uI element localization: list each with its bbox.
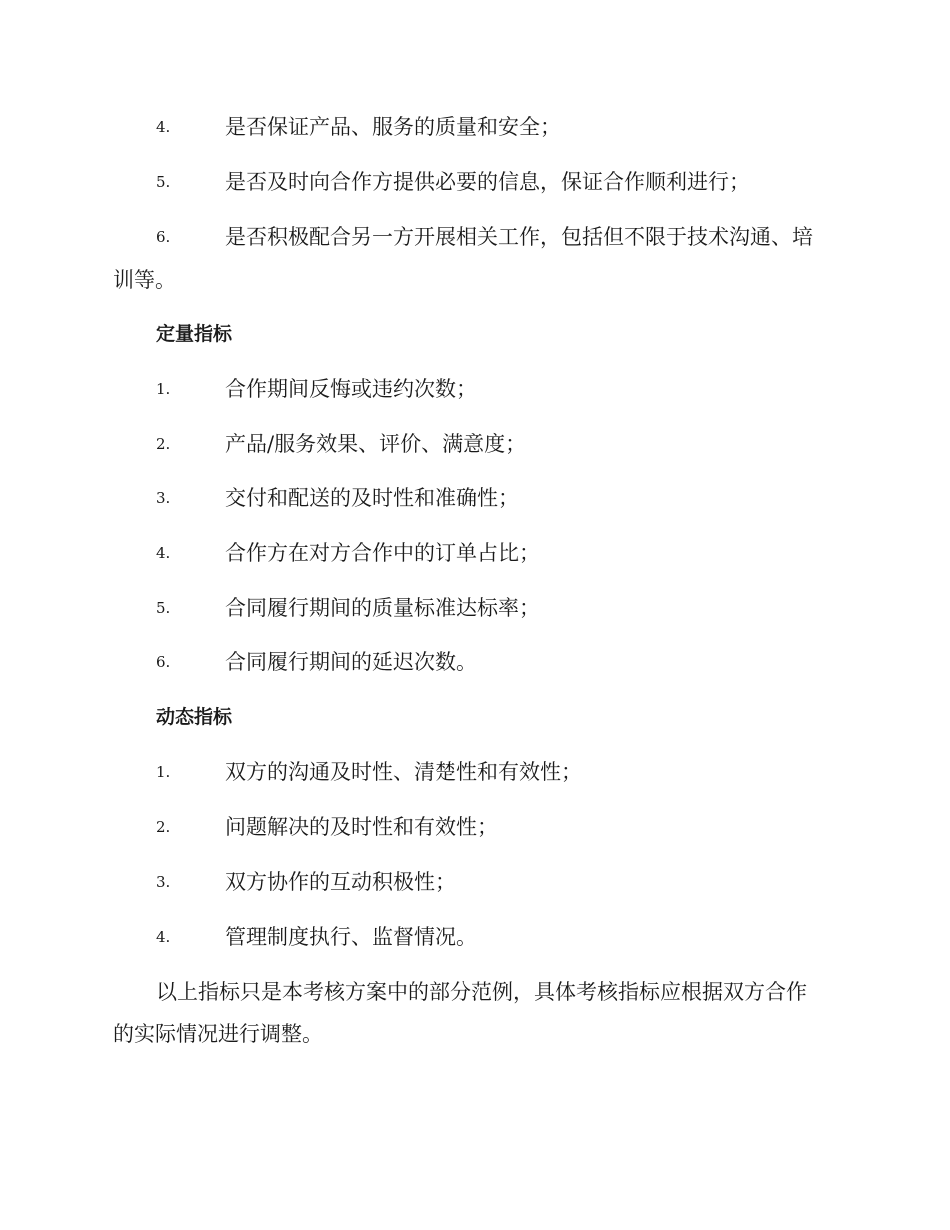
list-item-number: 4. xyxy=(156,544,171,562)
list-item-number: 5. xyxy=(156,173,171,191)
list-item-text: 是否及时向合作方提供必要的信息，保证合作顺利进行； xyxy=(225,170,750,194)
list-item-text: 合作期间反悔或违约次数； xyxy=(225,377,477,401)
list-item-text: 是否积极配合另一方开展相关工作，包括但不限于技术沟通、培 xyxy=(225,225,813,249)
list-item-number: 3. xyxy=(156,489,171,507)
paragraph-text: 以上指标只是本考核方案中的部分范例，具体考核指标应根据双方合作 xyxy=(156,980,807,1004)
list-item-text: 双方协作的互动积极性； xyxy=(225,870,456,894)
section-heading: 定量指标 xyxy=(156,323,233,345)
list-item-number: 4. xyxy=(156,118,171,136)
list-item-number: 2. xyxy=(156,435,171,453)
list-item-number: 2. xyxy=(156,818,171,836)
list-item-number: 4. xyxy=(156,928,171,946)
list-item-text: 合作方在对方合作中的订单占比； xyxy=(225,541,540,565)
list-item-text: 管理制度执行、监督情况。 xyxy=(225,925,477,949)
list-item-text: 问题解决的及时性和有效性； xyxy=(225,815,498,839)
list-item-text-continuation: 训等。 xyxy=(113,268,176,292)
list-item-text: 是否保证产品、服务的质量和安全； xyxy=(225,115,561,139)
list-item-number: 1. xyxy=(156,380,171,398)
list-item-number: 3. xyxy=(156,873,171,891)
list-item-number: 5. xyxy=(156,599,171,617)
list-item-text: 产品/服务效果、评价、满意度； xyxy=(225,432,527,456)
list-item-text: 交付和配送的及时性和准确性； xyxy=(225,486,519,510)
list-item-number: 6. xyxy=(156,228,171,246)
list-item-text: 合同履行期间的延迟次数。 xyxy=(225,650,477,674)
list-item-number: 1. xyxy=(156,763,171,781)
list-item-text: 合同履行期间的质量标准达标率； xyxy=(225,596,540,620)
list-item-text: 双方的沟通及时性、清楚性和有效性； xyxy=(225,760,582,784)
list-item-number: 6. xyxy=(156,653,171,671)
paragraph-text: 的实际情况进行调整。 xyxy=(113,1022,323,1046)
section-heading: 动态指标 xyxy=(156,706,233,728)
